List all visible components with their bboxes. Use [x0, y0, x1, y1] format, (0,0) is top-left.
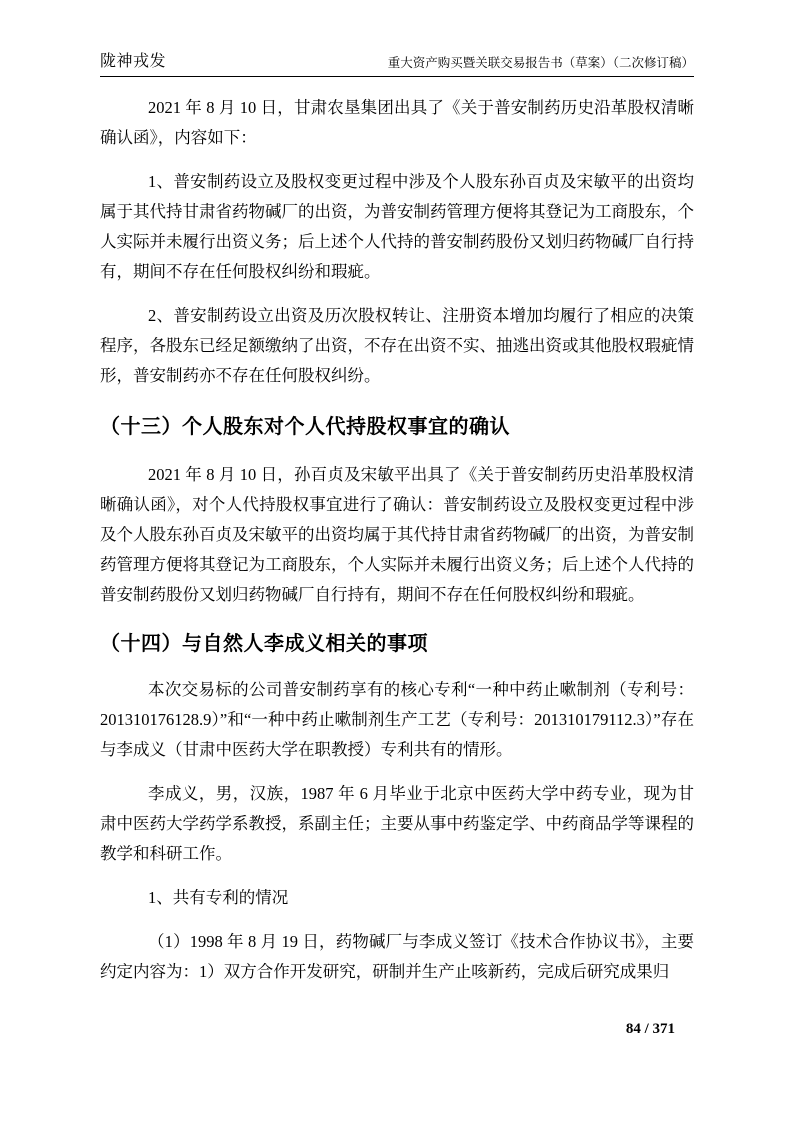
- page-header: [100, 52, 694, 77]
- paragraph-li-chengyi-bio: 李成义，男，汉族，1987 年 6 月毕业于北京中医药大学中药专业，现为甘肃中医药大学药学系教授，系副主任；主要从事中药鉴定学、中药商品学等课程的教学和科研工作。: [100, 784, 694, 863]
- paragraph-confirm-letter-intro: 2021 年 8 月 10 日，甘肃农垦集团出具了《关于普安制药历史沿革股权清晰确认函》，内容如下：: [100, 98, 694, 147]
- paragraph-item-2: 2、普安制药设立出资及历次股权转让、注册资本增加均履行了相应的决策程序，各股东已经足额缴纳了出资，不存在出资不实、抽逃出资或其他股权瑕疵情形，普安制药亦不存在任何股权纠纷。: [100, 306, 694, 385]
- paragraph-item-1: 1、普安制药设立及股权变更过程中涉及个人股东孙百贞及宋敏平的出资均属于其代持甘肃省药物碱厂的出资，为普安制药管理方便将其登记为工商股东，个人实际并未履行出资义务；后上述个人代持的普安制药股份又划归药物碱厂自行持有，期间不存在任何股权纠纷和瑕疵。: [100, 172, 694, 281]
- paragraph-shared-patent-heading: 1、共有专利的情况: [148, 888, 289, 907]
- paragraph-core-patents: 本次交易标的公司普安制药享有的核心专利“一种中药止嗽制剂（专利号：201310176128.9）”和“一种中药止嗽制剂生产工艺（专利号：201310179112.3）”存在与李成义（甘肃中医药大学在职教授）专利共有的情形。: [100, 680, 694, 759]
- section-heading-14: （十四）与自然人李成义相关的事项: [100, 633, 428, 655]
- paragraph-section13-confirmation: 2021 年 8 月 10 日，孙百贞及宋敏平出具了《关于普安制药历史沿革股权清晰确认函》，对个人代持股权事宜进行了确认：普安制药设立及股权变更过程中涉及个人股东孙百贞及宋敏平的出资均属于其代持甘肃省药物碱厂的出资，为普安制药管理方便将其登记为工商股东，个人实际并未履行出资义务；后上述个人代持的普安制药股份又划归药物碱厂自行持有，期间不存在任何股权纠纷和瑕疵。: [100, 465, 694, 604]
- document-body: [100, 93, 694, 1001]
- section-heading-13: （十三）个人股东对个人代持股权事宜的确认: [100, 416, 510, 438]
- page-number: 84 / 371: [625, 1021, 675, 1037]
- header-document-title: 重大资产购买暨关联交易报告书（草案）（二次修订稿）: [387, 56, 694, 70]
- paragraph-cooperation-agreement: （1）1998 年 8 月 19 日，药物碱厂与李成义签订《技术合作协议书》，主要约定内容为：1）双方合作开发研究，研制并生产止咳新药，完成后研究成果归: [100, 932, 694, 981]
- header-company-name: 陇神戎发: [100, 53, 167, 70]
